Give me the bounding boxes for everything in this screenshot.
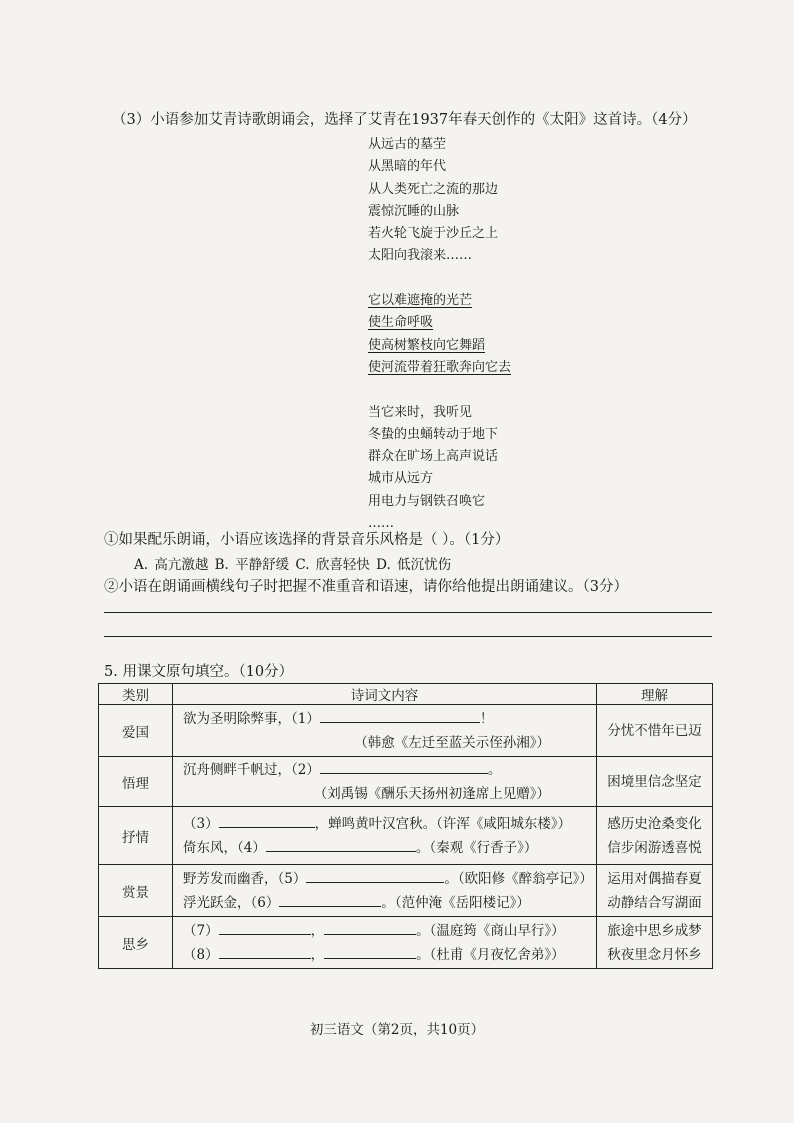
row-content: [173, 917, 597, 969]
source-text: （韩愈《左迁至蓝关示侄孙湘》）: [354, 734, 550, 751]
source-text: （刘禹锡《酬乐天扬州初逢席上见赠》）: [313, 785, 550, 802]
poem-line: 用电力与钢铁召唤它: [368, 493, 486, 509]
fill-blank[interactable]: [320, 709, 480, 723]
understanding-text: 动静结合写湖面: [607, 894, 702, 911]
poem-underlined-line: 使高树繁枝向它舞蹈: [368, 337, 486, 353]
row-category: 抒情: [99, 807, 173, 865]
line-text: 。（秦观《行香子》）: [415, 839, 538, 856]
answer-line[interactable]: [104, 636, 712, 637]
header-content: 诗词文内容: [173, 684, 597, 705]
understanding-text: 秋夜里念月怀乡: [607, 946, 702, 963]
fill-in-table: [98, 683, 713, 969]
answer-line[interactable]: [104, 612, 712, 613]
row-content: [173, 757, 597, 807]
poem-line: 群众在旷场上高声说话: [368, 449, 499, 465]
line-text: 欲为圣明除弊事，（1）: [183, 710, 320, 727]
poem-line: 从远古的墓茔: [368, 137, 447, 152]
line-text: 。: [487, 761, 502, 778]
line-text: 。（温庭筠《商山早行》）: [416, 922, 565, 939]
line-text: 。（杜甫《月夜忆舍弟》）: [416, 946, 565, 963]
understanding-text: 运用对偶描春夏: [607, 870, 702, 887]
line-text: （8）: [183, 946, 219, 963]
poem-line: 当它来时，我听见: [368, 404, 473, 420]
fill-blank[interactable]: [219, 945, 311, 959]
line-text: ，蝉鸣黄叶汉宫秋。（许浑《咸阳城东楼》）: [314, 815, 572, 832]
poem-line: 震惊沉睡的山脉: [368, 203, 460, 219]
poem-line: ……: [368, 516, 394, 532]
row-category: 赏景: [99, 865, 173, 917]
row-content: [173, 807, 597, 865]
poem-line: 从黑暗的年代: [368, 159, 447, 175]
understanding-text: 困境里信念坚定: [607, 773, 702, 790]
poem-sun: [368, 134, 511, 535]
fill-blank[interactable]: [306, 869, 444, 883]
understanding-text: 信步闲游透喜悦: [607, 839, 702, 856]
row-content: [173, 705, 597, 757]
row-content: [173, 865, 597, 917]
poem-line: 从人类死亡之流的那边: [368, 181, 499, 197]
answer-options: A. 高亢激越 B. 平静舒缓 C. 欣喜轻快 D. 低沉忧伤: [134, 557, 452, 573]
row-category: 悟理: [99, 757, 173, 807]
line-text: （7）: [183, 922, 219, 939]
line-text: 。（欧阳修《醉翁亭记》）: [444, 870, 593, 887]
line-text: （3）: [183, 815, 219, 832]
poem-line: 若火轮飞旋于沙丘之上: [368, 226, 499, 242]
row-understanding: [597, 705, 713, 757]
poem-underlined-line: 它以难遮掩的光芒: [368, 293, 473, 309]
row-understanding: [597, 807, 713, 865]
table-row: [99, 865, 713, 917]
row-understanding: [597, 865, 713, 917]
understanding-text: 感历史沧桑变化: [607, 815, 702, 832]
line-text: 。（范仲淹《岳阳楼记》）: [381, 894, 530, 911]
section-5-title: 5. 用课文原句填空。（10分）: [104, 664, 294, 680]
header-understanding: 理解: [597, 684, 713, 705]
table-row: [99, 917, 713, 969]
question-3-text: （3）小语参加艾青诗歌朗诵会，选择了艾青在1937年春天创作的《太阳》这首诗。（4分）: [112, 112, 697, 128]
line-text: 倚东风，（4）: [183, 839, 266, 856]
fill-blank[interactable]: [279, 893, 381, 907]
poem-line: 冬蛰的虫蛹转动于地下: [368, 426, 499, 442]
fill-blank[interactable]: [219, 921, 311, 935]
page-footer: 初三语文（第2页，共10页）: [309, 1022, 485, 1038]
poem-line: 太阳向我滚来……: [368, 248, 473, 264]
header-category: 类别: [99, 684, 173, 705]
fill-blank[interactable]: [324, 921, 416, 935]
line-text: ！: [479, 710, 494, 727]
row-category: 思乡: [99, 917, 173, 969]
row-understanding: [597, 917, 713, 969]
poem-underlined-line: 使河流带着狂歌奔向它去: [368, 359, 512, 375]
row-understanding: [597, 757, 713, 807]
table-row: [99, 807, 713, 865]
line-text: 浮光跃金，（6）: [183, 894, 280, 911]
sub-question-1: ①如果配乐朗诵，小语应该选择的背景音乐风格是（ ）。（1分）: [104, 532, 510, 548]
line-text: ，: [310, 946, 325, 963]
line-text: ，: [310, 922, 325, 939]
table-row: [99, 757, 713, 807]
fill-blank[interactable]: [266, 838, 416, 852]
sub-question-2: ②小语在朗诵画横线句子时把握不准重音和语速，请你给他提出朗诵建议。（3分）: [104, 579, 628, 595]
fill-blank[interactable]: [219, 814, 315, 828]
fill-blank[interactable]: [324, 945, 416, 959]
understanding-text: 旅途中思乡成梦: [607, 922, 702, 939]
poem-underlined-line: 使生命呼吸: [368, 315, 434, 331]
row-category: 爱国: [99, 705, 173, 757]
poem-line: 城市从远方: [368, 471, 434, 487]
line-text: 野芳发而幽香，（5）: [183, 870, 307, 887]
fill-blank[interactable]: [320, 760, 488, 774]
table-row: [99, 705, 713, 757]
understanding-text: 分忧不惜年已迈: [607, 722, 702, 739]
line-text: 沉舟侧畔千帆过，（2）: [183, 761, 320, 778]
